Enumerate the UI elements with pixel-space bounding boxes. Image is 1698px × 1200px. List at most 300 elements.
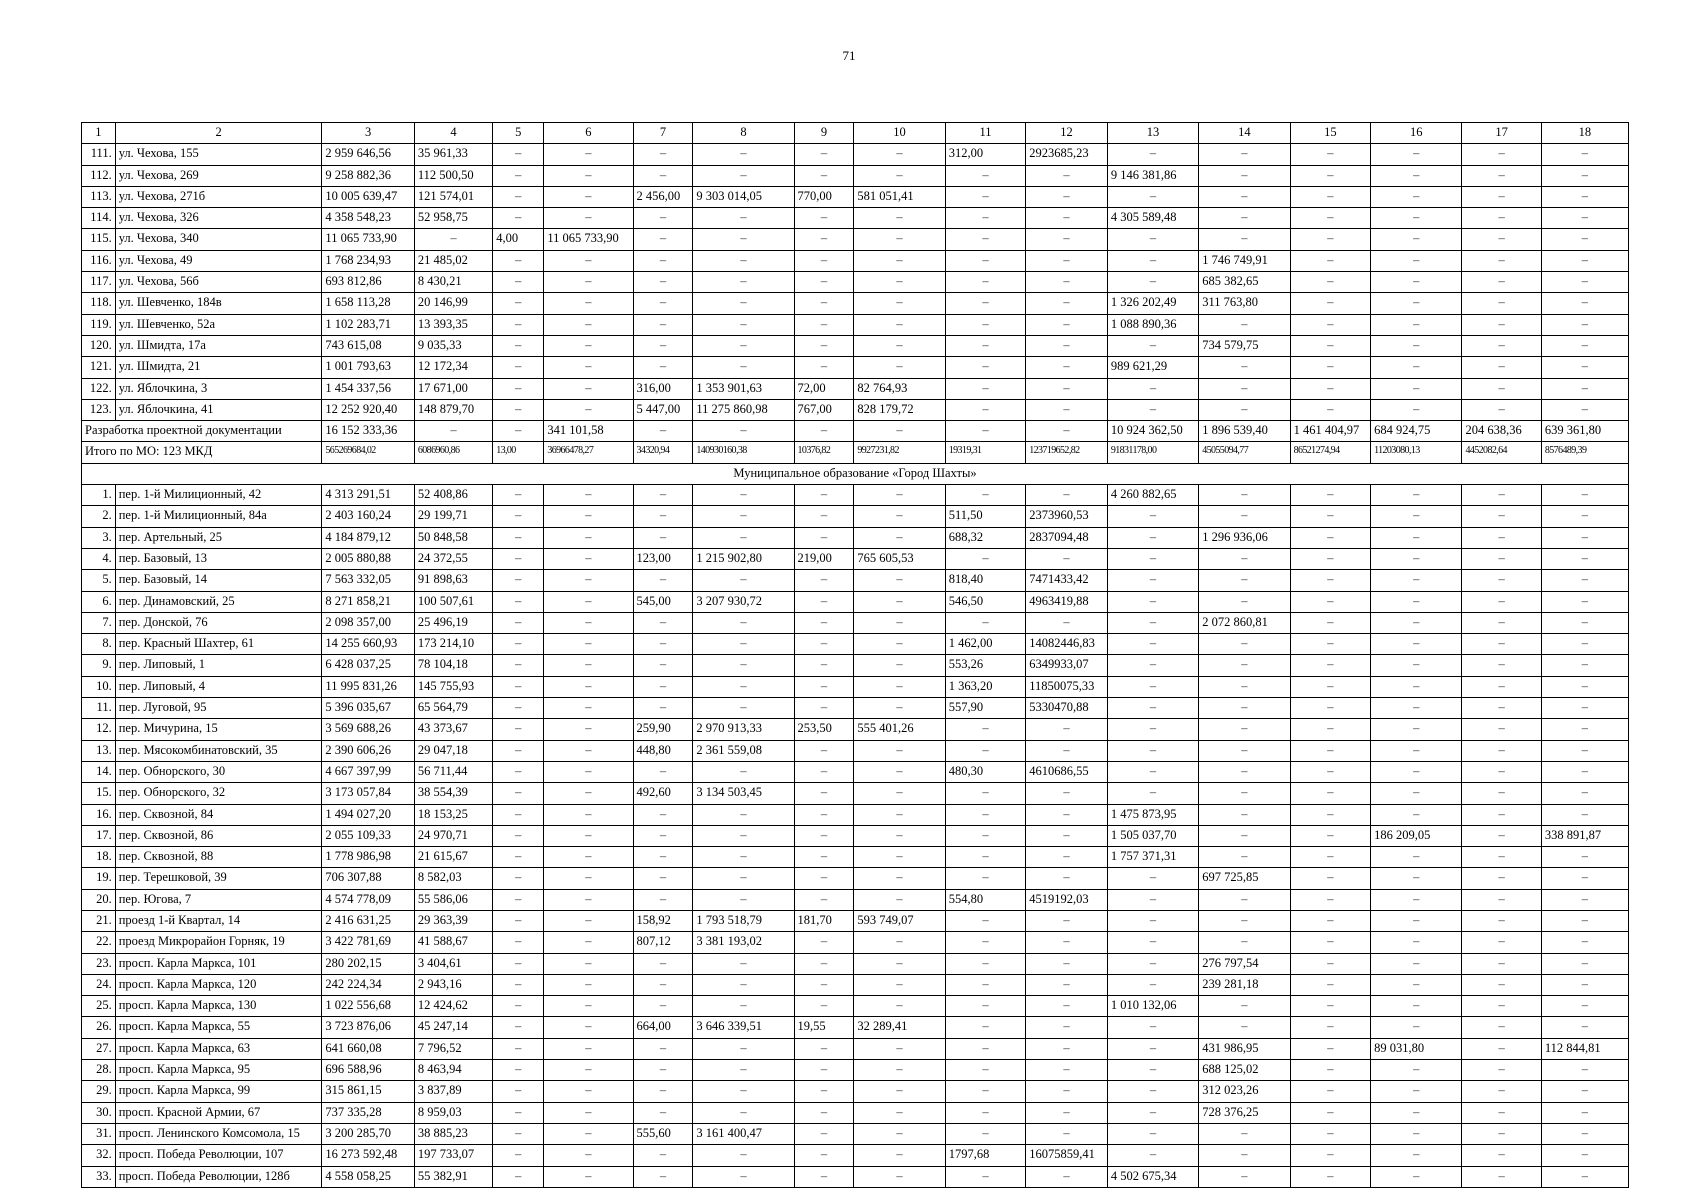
value-cell: – bbox=[544, 953, 633, 974]
value-cell: – bbox=[693, 357, 794, 378]
value-cell: 19319,31 bbox=[945, 442, 1026, 463]
value-cell: – bbox=[493, 740, 544, 761]
table-row bbox=[82, 335, 1629, 356]
section-header-row bbox=[82, 463, 1629, 484]
value-cell: – bbox=[493, 825, 544, 846]
table-row bbox=[82, 1102, 1629, 1123]
value-cell: – bbox=[544, 144, 633, 165]
value-cell: – bbox=[693, 208, 794, 229]
value-cell: 3 837,89 bbox=[414, 1081, 492, 1102]
value-cell: 38 885,23 bbox=[414, 1123, 492, 1144]
row-number-cell: 4. bbox=[82, 548, 116, 569]
value-cell: – bbox=[1462, 1145, 1541, 1166]
value-cell: – bbox=[1026, 421, 1108, 442]
value-cell: – bbox=[1199, 506, 1290, 527]
value-cell: – bbox=[493, 783, 544, 804]
address-cell: просп. Карла Маркса, 130 bbox=[115, 996, 322, 1017]
value-cell: – bbox=[544, 634, 633, 655]
value-cell: – bbox=[544, 570, 633, 591]
value-cell: 4 502 675,34 bbox=[1107, 1166, 1198, 1187]
value-cell: – bbox=[854, 783, 945, 804]
table-row bbox=[82, 1038, 1629, 1059]
value-cell: – bbox=[633, 698, 693, 719]
row-number-cell: 118. bbox=[82, 293, 116, 314]
address-cell: ул. Чехова, 340 bbox=[115, 229, 322, 250]
value-cell: 2 970 913,33 bbox=[693, 719, 794, 740]
value-cell: 24 372,55 bbox=[414, 548, 492, 569]
value-cell: – bbox=[1290, 186, 1371, 207]
value-cell: – bbox=[1462, 548, 1541, 569]
value-cell: – bbox=[493, 634, 544, 655]
column-number-cell: 10 bbox=[854, 123, 945, 144]
table-row bbox=[82, 272, 1629, 293]
value-cell: – bbox=[854, 634, 945, 655]
value-cell: – bbox=[1462, 314, 1541, 335]
value-cell: – bbox=[945, 740, 1026, 761]
value-cell: – bbox=[1371, 932, 1462, 953]
value-cell: – bbox=[1541, 1081, 1628, 1102]
address-cell: ул. Чехова, 56б bbox=[115, 272, 322, 293]
value-cell: 24 970,71 bbox=[414, 825, 492, 846]
value-cell: – bbox=[945, 272, 1026, 293]
value-cell: – bbox=[1199, 804, 1290, 825]
value-cell: – bbox=[1026, 548, 1108, 569]
table-row bbox=[82, 399, 1629, 420]
value-cell: 276 797,54 bbox=[1199, 953, 1290, 974]
value-cell: – bbox=[945, 1060, 1026, 1081]
value-cell: – bbox=[945, 1038, 1026, 1059]
value-cell: – bbox=[633, 868, 693, 889]
value-cell: 3 134 503,45 bbox=[693, 783, 794, 804]
address-cell: ул. Шевченко, 52а bbox=[115, 314, 322, 335]
value-cell: – bbox=[1026, 1166, 1108, 1187]
value-cell: – bbox=[1026, 740, 1108, 761]
value-cell: – bbox=[544, 357, 633, 378]
value-cell: – bbox=[1290, 293, 1371, 314]
row-number-cell: 29. bbox=[82, 1081, 116, 1102]
address-cell: просп. Победа Революции, 128б bbox=[115, 1166, 322, 1187]
value-cell: 259,90 bbox=[633, 719, 693, 740]
table-row bbox=[82, 1060, 1629, 1081]
value-cell: 1 088 890,36 bbox=[1107, 314, 1198, 335]
value-cell: – bbox=[1290, 719, 1371, 740]
value-cell: – bbox=[633, 634, 693, 655]
value-cell: – bbox=[1371, 655, 1462, 676]
value-cell: – bbox=[854, 868, 945, 889]
value-cell: – bbox=[794, 229, 854, 250]
project-docs-row bbox=[82, 421, 1629, 442]
value-cell: 29 047,18 bbox=[414, 740, 492, 761]
value-cell: – bbox=[1462, 272, 1541, 293]
value-cell: – bbox=[1107, 910, 1198, 931]
value-cell: – bbox=[945, 868, 1026, 889]
value-cell: – bbox=[1462, 1081, 1541, 1102]
value-cell: 693 812,86 bbox=[322, 272, 414, 293]
value-cell: – bbox=[493, 293, 544, 314]
value-cell: 2 943,16 bbox=[414, 974, 492, 995]
value-cell: – bbox=[1026, 1081, 1108, 1102]
address-cell: пер. Липовый, 4 bbox=[115, 676, 322, 697]
value-cell: – bbox=[633, 1081, 693, 1102]
value-cell: 45055094,77 bbox=[1199, 442, 1290, 463]
value-cell: 8 959,03 bbox=[414, 1102, 492, 1123]
value-cell: – bbox=[854, 570, 945, 591]
value-cell: – bbox=[544, 1166, 633, 1187]
value-cell: – bbox=[1462, 1166, 1541, 1187]
table-row bbox=[82, 932, 1629, 953]
value-cell: – bbox=[1199, 719, 1290, 740]
value-cell: 4 260 882,65 bbox=[1107, 485, 1198, 506]
value-cell: – bbox=[794, 421, 854, 442]
value-cell: 448,80 bbox=[633, 740, 693, 761]
value-cell: – bbox=[633, 570, 693, 591]
value-cell: – bbox=[1107, 591, 1198, 612]
value-cell: – bbox=[1199, 186, 1290, 207]
value-cell: – bbox=[544, 974, 633, 995]
value-cell: 480,30 bbox=[945, 761, 1026, 782]
value-cell: – bbox=[854, 847, 945, 868]
value-cell: 2837094,48 bbox=[1026, 527, 1108, 548]
value-cell: – bbox=[544, 527, 633, 548]
column-number-cell: 16 bbox=[1371, 123, 1462, 144]
value-cell: 4610686,55 bbox=[1026, 761, 1108, 782]
value-cell: – bbox=[1026, 186, 1108, 207]
value-cell: – bbox=[854, 825, 945, 846]
value-cell: – bbox=[854, 740, 945, 761]
value-cell: – bbox=[544, 293, 633, 314]
value-cell: 11 995 831,26 bbox=[322, 676, 414, 697]
value-cell: – bbox=[633, 1145, 693, 1166]
value-cell: – bbox=[1371, 889, 1462, 910]
value-cell: 3 161 400,47 bbox=[693, 1123, 794, 1144]
value-cell: – bbox=[1541, 314, 1628, 335]
table-row bbox=[82, 889, 1629, 910]
value-cell: – bbox=[544, 208, 633, 229]
value-cell: – bbox=[1026, 272, 1108, 293]
value-cell: – bbox=[1026, 953, 1108, 974]
value-cell: – bbox=[693, 335, 794, 356]
value-cell: – bbox=[794, 676, 854, 697]
value-cell: – bbox=[633, 506, 693, 527]
value-cell: 696 588,96 bbox=[322, 1060, 414, 1081]
value-cell: 204 638,36 bbox=[1462, 421, 1541, 442]
value-cell: – bbox=[544, 719, 633, 740]
value-cell: 4 574 778,09 bbox=[322, 889, 414, 910]
value-cell: 4519192,03 bbox=[1026, 889, 1108, 910]
value-cell: – bbox=[1541, 548, 1628, 569]
value-cell: – bbox=[1371, 974, 1462, 995]
address-cell: ул. Яблочкина, 41 bbox=[115, 399, 322, 420]
row-number-cell: 12. bbox=[82, 719, 116, 740]
value-cell: – bbox=[945, 421, 1026, 442]
value-cell: – bbox=[1107, 1081, 1198, 1102]
value-cell: 11 275 860,98 bbox=[693, 399, 794, 420]
address-cell: ул. Чехова, 326 bbox=[115, 208, 322, 229]
value-cell: – bbox=[633, 761, 693, 782]
value-cell: 555 401,26 bbox=[854, 719, 945, 740]
value-cell: – bbox=[794, 1166, 854, 1187]
column-number-cell: 12 bbox=[1026, 123, 1108, 144]
value-cell: – bbox=[945, 910, 1026, 931]
value-cell: – bbox=[1541, 1060, 1628, 1081]
value-cell: 11 065 733,90 bbox=[322, 229, 414, 250]
value-cell: – bbox=[633, 272, 693, 293]
value-cell: – bbox=[544, 506, 633, 527]
value-cell: – bbox=[794, 740, 854, 761]
value-cell: – bbox=[1107, 761, 1198, 782]
table-row bbox=[82, 825, 1629, 846]
value-cell: – bbox=[1541, 250, 1628, 271]
row-number-cell: 116. bbox=[82, 250, 116, 271]
value-cell: – bbox=[1199, 740, 1290, 761]
value-cell: – bbox=[1290, 506, 1371, 527]
address-cell: пер. 1-й Милиционный, 42 bbox=[115, 485, 322, 506]
value-cell: 554,80 bbox=[945, 889, 1026, 910]
value-cell: – bbox=[1199, 783, 1290, 804]
value-cell: – bbox=[1290, 655, 1371, 676]
value-cell: – bbox=[1026, 378, 1108, 399]
value-cell: – bbox=[1199, 910, 1290, 931]
value-cell: – bbox=[1462, 634, 1541, 655]
value-cell: 100 507,61 bbox=[414, 591, 492, 612]
value-cell: – bbox=[633, 953, 693, 974]
value-cell: – bbox=[544, 740, 633, 761]
value-cell: – bbox=[1199, 485, 1290, 506]
value-cell: – bbox=[1290, 761, 1371, 782]
value-cell: 219,00 bbox=[794, 548, 854, 569]
value-cell: – bbox=[1541, 399, 1628, 420]
value-cell: – bbox=[1026, 1123, 1108, 1144]
value-cell: – bbox=[1541, 889, 1628, 910]
value-cell: – bbox=[945, 953, 1026, 974]
value-cell: – bbox=[1107, 974, 1198, 995]
value-cell: – bbox=[1541, 144, 1628, 165]
column-number-cell: 18 bbox=[1541, 123, 1628, 144]
value-cell: – bbox=[854, 698, 945, 719]
value-cell: – bbox=[1371, 485, 1462, 506]
value-cell: – bbox=[1290, 612, 1371, 633]
value-cell: – bbox=[633, 314, 693, 335]
value-cell: 112 844,81 bbox=[1541, 1038, 1628, 1059]
value-cell: – bbox=[794, 208, 854, 229]
value-cell: – bbox=[1371, 783, 1462, 804]
value-cell: – bbox=[1199, 378, 1290, 399]
value-cell: – bbox=[794, 953, 854, 974]
value-cell: – bbox=[854, 591, 945, 612]
value-cell: – bbox=[1541, 378, 1628, 399]
value-cell: – bbox=[1462, 761, 1541, 782]
value-cell: – bbox=[544, 335, 633, 356]
value-cell: 1 001 793,63 bbox=[322, 357, 414, 378]
value-cell: 511,50 bbox=[945, 506, 1026, 527]
value-cell: – bbox=[1541, 591, 1628, 612]
value-cell: 6086960,86 bbox=[414, 442, 492, 463]
value-cell: 6 428 037,25 bbox=[322, 655, 414, 676]
value-cell: – bbox=[1107, 1060, 1198, 1081]
value-cell: – bbox=[1290, 272, 1371, 293]
value-cell: – bbox=[1541, 485, 1628, 506]
value-cell: – bbox=[794, 655, 854, 676]
value-cell: – bbox=[633, 229, 693, 250]
value-cell: 546,50 bbox=[945, 591, 1026, 612]
value-cell: – bbox=[633, 165, 693, 186]
value-cell: – bbox=[1371, 506, 1462, 527]
value-cell: – bbox=[1026, 165, 1108, 186]
value-cell: – bbox=[544, 1081, 633, 1102]
row-number-cell: 11. bbox=[82, 698, 116, 719]
value-cell: – bbox=[1199, 825, 1290, 846]
value-cell: 16 152 333,36 bbox=[322, 421, 414, 442]
value-cell: – bbox=[493, 889, 544, 910]
value-cell: – bbox=[1290, 570, 1371, 591]
value-cell: – bbox=[945, 1017, 1026, 1038]
value-cell: 1 296 936,06 bbox=[1199, 527, 1290, 548]
value-cell: – bbox=[1462, 825, 1541, 846]
row-number-cell: 26. bbox=[82, 1017, 116, 1038]
row-number-cell: 117. bbox=[82, 272, 116, 293]
row-number-cell: 3. bbox=[82, 527, 116, 548]
table-row bbox=[82, 357, 1629, 378]
value-cell: 5 396 035,67 bbox=[322, 698, 414, 719]
value-cell: – bbox=[1371, 548, 1462, 569]
value-cell: 12 172,34 bbox=[414, 357, 492, 378]
value-cell: – bbox=[544, 1123, 633, 1144]
value-cell: – bbox=[1107, 932, 1198, 953]
value-cell: 8 582,03 bbox=[414, 868, 492, 889]
value-cell: – bbox=[544, 932, 633, 953]
table-row bbox=[82, 527, 1629, 548]
value-cell: 38 554,39 bbox=[414, 783, 492, 804]
value-cell: – bbox=[945, 186, 1026, 207]
value-cell: 4 358 548,23 bbox=[322, 208, 414, 229]
value-cell: – bbox=[693, 825, 794, 846]
value-cell: – bbox=[794, 825, 854, 846]
value-cell: – bbox=[633, 825, 693, 846]
value-cell: – bbox=[693, 1102, 794, 1123]
value-cell: 12 252 920,40 bbox=[322, 399, 414, 420]
value-cell: – bbox=[1290, 825, 1371, 846]
value-cell: 9 258 882,36 bbox=[322, 165, 414, 186]
value-cell: – bbox=[693, 889, 794, 910]
column-number-cell: 6 bbox=[544, 123, 633, 144]
row-number-cell: 7. bbox=[82, 612, 116, 633]
value-cell: – bbox=[794, 250, 854, 271]
value-cell: – bbox=[633, 208, 693, 229]
value-cell: – bbox=[1026, 229, 1108, 250]
row-number-cell: 21. bbox=[82, 910, 116, 931]
value-cell: – bbox=[1107, 1102, 1198, 1123]
address-cell: ул. Яблочкина, 3 bbox=[115, 378, 322, 399]
value-cell: – bbox=[1290, 208, 1371, 229]
value-cell: – bbox=[1462, 719, 1541, 740]
value-cell: 1 768 234,93 bbox=[322, 250, 414, 271]
value-cell: – bbox=[1199, 357, 1290, 378]
value-cell: – bbox=[794, 1123, 854, 1144]
value-cell: 4963419,88 bbox=[1026, 591, 1108, 612]
value-cell: 186 209,05 bbox=[1371, 825, 1462, 846]
value-cell: – bbox=[633, 676, 693, 697]
column-number-cell: 5 bbox=[493, 123, 544, 144]
value-cell: 2 456,00 bbox=[633, 186, 693, 207]
value-cell: – bbox=[1371, 570, 1462, 591]
value-cell: – bbox=[1026, 804, 1108, 825]
value-cell: 2 072 860,81 bbox=[1199, 612, 1290, 633]
table-row bbox=[82, 1123, 1629, 1144]
value-cell: – bbox=[1290, 868, 1371, 889]
value-cell: 2 416 631,25 bbox=[322, 910, 414, 931]
value-cell: 253,50 bbox=[794, 719, 854, 740]
value-cell: – bbox=[1541, 655, 1628, 676]
value-cell: – bbox=[794, 335, 854, 356]
value-cell: – bbox=[1462, 1038, 1541, 1059]
value-cell: – bbox=[544, 485, 633, 506]
value-cell: – bbox=[1199, 847, 1290, 868]
value-cell: 10376,82 bbox=[794, 442, 854, 463]
value-cell: – bbox=[854, 485, 945, 506]
value-cell: – bbox=[854, 1060, 945, 1081]
value-cell: 706 307,88 bbox=[322, 868, 414, 889]
value-cell: 639 361,80 bbox=[1541, 421, 1628, 442]
table-row bbox=[82, 910, 1629, 931]
value-cell: – bbox=[854, 272, 945, 293]
value-cell: – bbox=[493, 932, 544, 953]
value-cell: – bbox=[1026, 357, 1108, 378]
value-cell: – bbox=[1107, 527, 1198, 548]
column-number-cell: 4 bbox=[414, 123, 492, 144]
value-cell: – bbox=[693, 314, 794, 335]
value-cell: – bbox=[1290, 399, 1371, 420]
value-cell: – bbox=[544, 868, 633, 889]
value-cell: 728 376,25 bbox=[1199, 1102, 1290, 1123]
value-cell: – bbox=[1290, 591, 1371, 612]
value-cell: 1 022 556,68 bbox=[322, 996, 414, 1017]
table-row bbox=[82, 761, 1629, 782]
value-cell: – bbox=[544, 591, 633, 612]
value-cell: – bbox=[794, 868, 854, 889]
value-cell: – bbox=[1026, 825, 1108, 846]
value-cell: – bbox=[1107, 229, 1198, 250]
address-cell: ул. Шмидта, 21 bbox=[115, 357, 322, 378]
value-cell: – bbox=[544, 1017, 633, 1038]
value-cell: 2 055 109,33 bbox=[322, 825, 414, 846]
value-cell: – bbox=[1462, 804, 1541, 825]
value-cell: – bbox=[493, 144, 544, 165]
value-cell: – bbox=[1462, 953, 1541, 974]
row-number-cell: 112. bbox=[82, 165, 116, 186]
value-cell: – bbox=[1107, 676, 1198, 697]
address-cell: просп. Победа Революции, 107 bbox=[115, 1145, 322, 1166]
table-row bbox=[82, 1145, 1629, 1166]
value-cell: – bbox=[945, 314, 1026, 335]
value-cell: – bbox=[1199, 655, 1290, 676]
table-row bbox=[82, 698, 1629, 719]
value-cell: 492,60 bbox=[633, 783, 693, 804]
value-cell: – bbox=[544, 250, 633, 271]
summary-label: Итого по МО: 123 МКД bbox=[82, 442, 322, 463]
value-cell: – bbox=[493, 399, 544, 420]
value-cell: – bbox=[1462, 378, 1541, 399]
value-cell: 9 035,33 bbox=[414, 335, 492, 356]
value-cell: – bbox=[693, 1145, 794, 1166]
value-cell: 2 390 606,26 bbox=[322, 740, 414, 761]
table-row bbox=[82, 996, 1629, 1017]
value-cell: – bbox=[1462, 208, 1541, 229]
address-cell: ул. Чехова, 49 bbox=[115, 250, 322, 271]
address-cell: пер. Мичурина, 15 bbox=[115, 719, 322, 740]
value-cell: – bbox=[1371, 1145, 1462, 1166]
value-cell: – bbox=[633, 485, 693, 506]
value-cell: – bbox=[794, 293, 854, 314]
